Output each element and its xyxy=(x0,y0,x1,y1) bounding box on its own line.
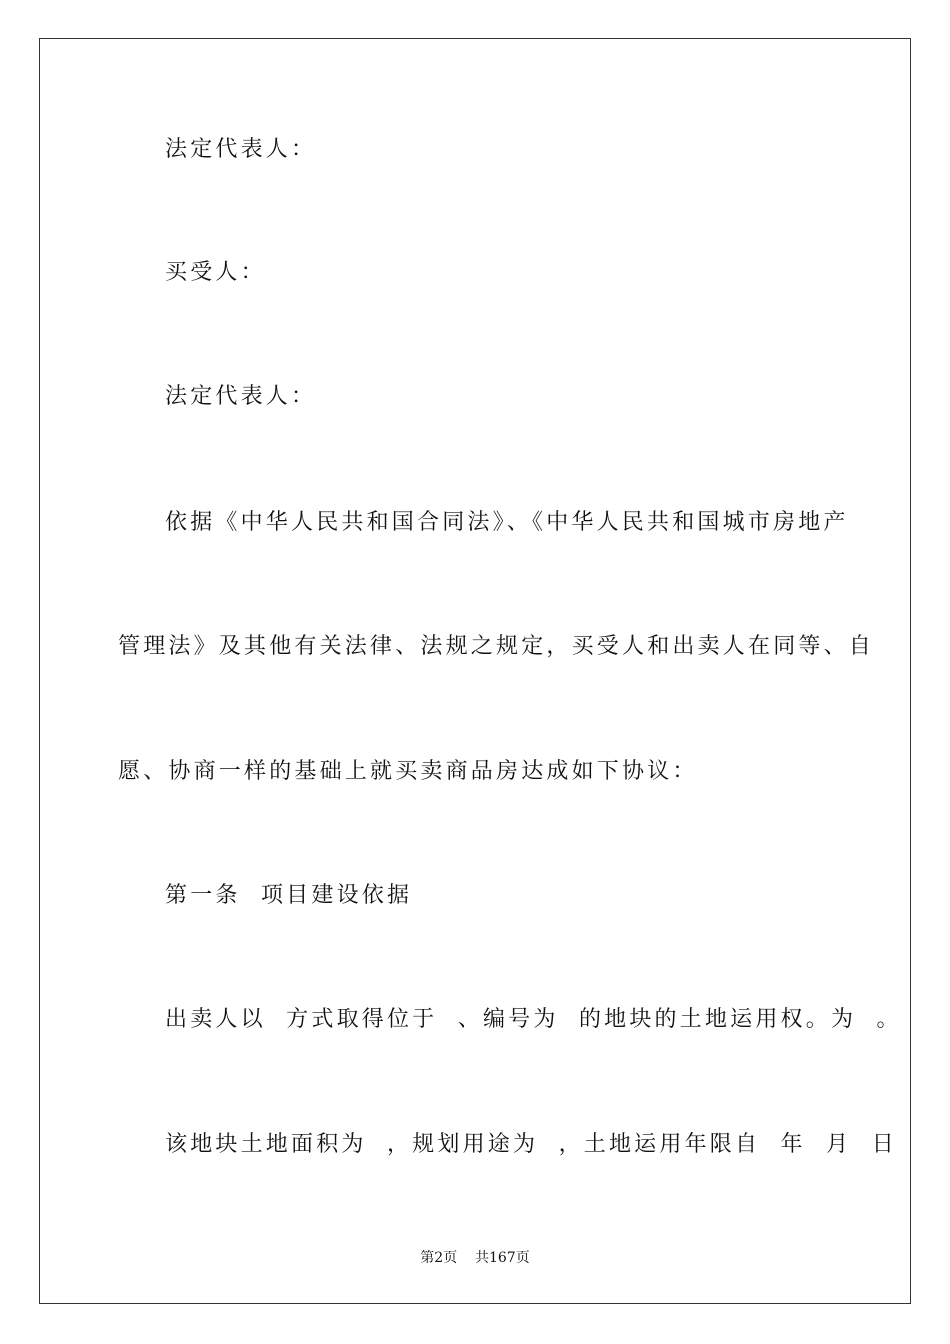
preamble-line-1: 依据《中华人民共和国合同法》、《中华人民共和国城市房地产 xyxy=(165,510,849,535)
preamble-line-3: 愿、协商一样的基础上就买卖商品房达成如下协议： xyxy=(118,759,698,784)
article-one-paragraph-1: 出卖人以 方式取得位于 、编号为 的地块的土地运用权。为 。 xyxy=(165,1007,902,1032)
legal-representative-buyer-label: 法定代表人： xyxy=(165,384,317,409)
preamble-line-2: 管理法》及其他有关法律、法规之规定，买受人和出卖人在同等、自 xyxy=(118,634,875,659)
page-border xyxy=(39,38,911,1304)
article-one-paragraph-2: 该地块土地面积为 ，规划用途为 ，土地运用年限自 年 月 日 xyxy=(165,1132,897,1157)
legal-representative-seller-label: 法定代表人： xyxy=(165,137,317,162)
page-footer: 第2页 共167页 xyxy=(420,1250,530,1266)
buyer-label: 买受人： xyxy=(165,260,266,285)
article-one-heading: 第一条 项目建设依据 xyxy=(165,883,413,908)
